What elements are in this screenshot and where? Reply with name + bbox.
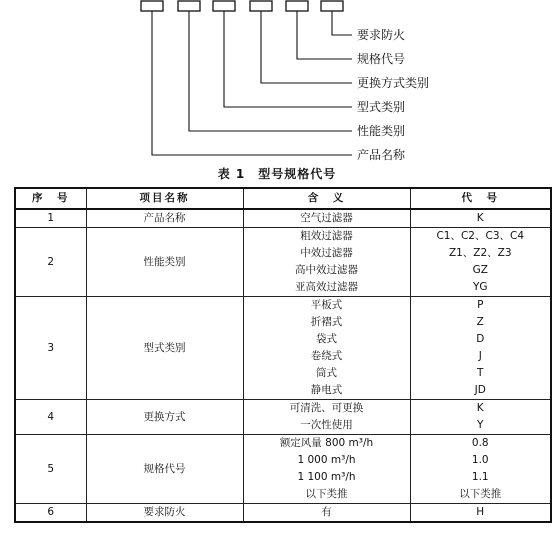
row-no: 1 bbox=[15, 209, 86, 228]
table-row bbox=[15, 228, 551, 297]
meaning-item: 袋式 bbox=[316, 333, 337, 345]
header-meaning: 含 义 bbox=[243, 188, 410, 209]
code-box-4 bbox=[250, 1, 272, 11]
table-row bbox=[15, 297, 551, 400]
code-item: Y bbox=[477, 419, 484, 431]
row-name: 要求防火 bbox=[86, 504, 243, 523]
row-name: 更换方式 bbox=[86, 400, 243, 435]
code-item: K bbox=[476, 212, 484, 224]
leader-line-fire bbox=[332, 11, 352, 35]
row-no: 3 bbox=[15, 297, 86, 400]
code-item: YG bbox=[472, 281, 488, 293]
leader-line-replace bbox=[261, 11, 352, 83]
code-item: H bbox=[476, 506, 485, 518]
row-code bbox=[410, 297, 551, 400]
code-item: 1.0 bbox=[471, 454, 489, 466]
meaning-item: 平板式 bbox=[310, 299, 343, 311]
row-name: 型式类别 bbox=[86, 297, 243, 400]
meaning-item: 额定风量 800 m³/h bbox=[279, 437, 374, 449]
meaning-item: 一次性使用 bbox=[300, 419, 353, 431]
diagram-label-type: 型式类别 bbox=[357, 100, 406, 114]
diagram-label-fire: 要求防火 bbox=[357, 28, 406, 42]
meaning-item: 静电式 bbox=[310, 384, 343, 396]
code-item: 0.8 bbox=[471, 437, 489, 449]
code-item: D bbox=[476, 333, 485, 345]
diagram-label-product: 产品名称 bbox=[357, 148, 406, 162]
model-code-diagram bbox=[0, 0, 554, 172]
meaning-item: 空气过滤器 bbox=[300, 212, 353, 224]
row-code bbox=[410, 209, 551, 228]
code-item: J bbox=[478, 350, 482, 362]
row-meaning bbox=[243, 209, 410, 228]
code-item: C1、C2、C3、C4 bbox=[436, 230, 525, 242]
row-name: 产品名称 bbox=[86, 209, 243, 228]
header-name: 项目名称 bbox=[86, 188, 243, 209]
row-name: 规格代号 bbox=[86, 435, 243, 504]
meaning-item: 筒式 bbox=[316, 367, 337, 379]
row-no: 4 bbox=[15, 400, 86, 435]
table-header-row bbox=[15, 188, 551, 209]
row-name: 性能类别 bbox=[86, 228, 243, 297]
code-item: GZ bbox=[472, 264, 488, 276]
row-meaning bbox=[243, 435, 410, 504]
meaning-item: 1 100 m³/h bbox=[297, 471, 356, 483]
code-item: Z bbox=[476, 316, 484, 328]
table-row bbox=[15, 435, 551, 504]
row-no: 6 bbox=[15, 504, 86, 523]
table-row bbox=[15, 209, 551, 228]
diagram-label-performance: 性能类别 bbox=[357, 124, 406, 138]
meaning-item: 折褶式 bbox=[310, 316, 343, 328]
code-box-6 bbox=[321, 1, 343, 11]
row-no: 5 bbox=[15, 435, 86, 504]
row-code bbox=[410, 228, 551, 297]
code-item: Z1、Z2、Z3 bbox=[448, 247, 512, 259]
table-title: 表 1 型号规格代号 bbox=[217, 167, 337, 181]
row-meaning bbox=[243, 228, 410, 297]
meaning-item: 中效过滤器 bbox=[300, 247, 353, 259]
code-item: 以下类推 bbox=[459, 488, 502, 500]
row-no: 2 bbox=[15, 228, 86, 297]
diagram-label-replace: 更换方式类别 bbox=[357, 76, 430, 90]
meaning-item: 卷绕式 bbox=[310, 350, 343, 362]
meaning-item: 1 000 m³/h bbox=[297, 454, 356, 466]
header-no: 序 号 bbox=[15, 188, 86, 209]
model-spec-table bbox=[14, 187, 552, 523]
model-code-diagram-lines bbox=[0, 0, 554, 172]
row-code bbox=[410, 400, 551, 435]
meaning-item: 粗效过滤器 bbox=[300, 230, 353, 242]
code-box-2 bbox=[178, 1, 200, 11]
code-item: JD bbox=[474, 384, 486, 396]
code-item: P bbox=[477, 299, 484, 311]
table-row bbox=[15, 504, 551, 523]
meaning-item: 有 bbox=[321, 506, 332, 518]
meaning-item: 可清洗、可更换 bbox=[289, 402, 364, 414]
code-item: 1.1 bbox=[471, 471, 489, 483]
meaning-item: 高中效过滤器 bbox=[295, 264, 358, 276]
code-item: T bbox=[477, 367, 484, 379]
meaning-item: 亚高效过滤器 bbox=[295, 281, 358, 293]
code-box-5 bbox=[286, 1, 308, 11]
row-meaning bbox=[243, 297, 410, 400]
row-meaning bbox=[243, 504, 410, 523]
code-box-3 bbox=[213, 1, 235, 11]
row-meaning bbox=[243, 400, 410, 435]
code-item: K bbox=[476, 402, 484, 414]
row-code bbox=[410, 435, 551, 504]
meaning-item: 以下类推 bbox=[305, 488, 348, 500]
code-box-1 bbox=[141, 1, 163, 11]
header-code: 代 号 bbox=[410, 188, 551, 209]
leader-line-performance bbox=[189, 11, 352, 131]
diagram-label-spec: 规格代号 bbox=[357, 52, 406, 66]
row-code bbox=[410, 504, 551, 523]
table-row bbox=[15, 400, 551, 435]
